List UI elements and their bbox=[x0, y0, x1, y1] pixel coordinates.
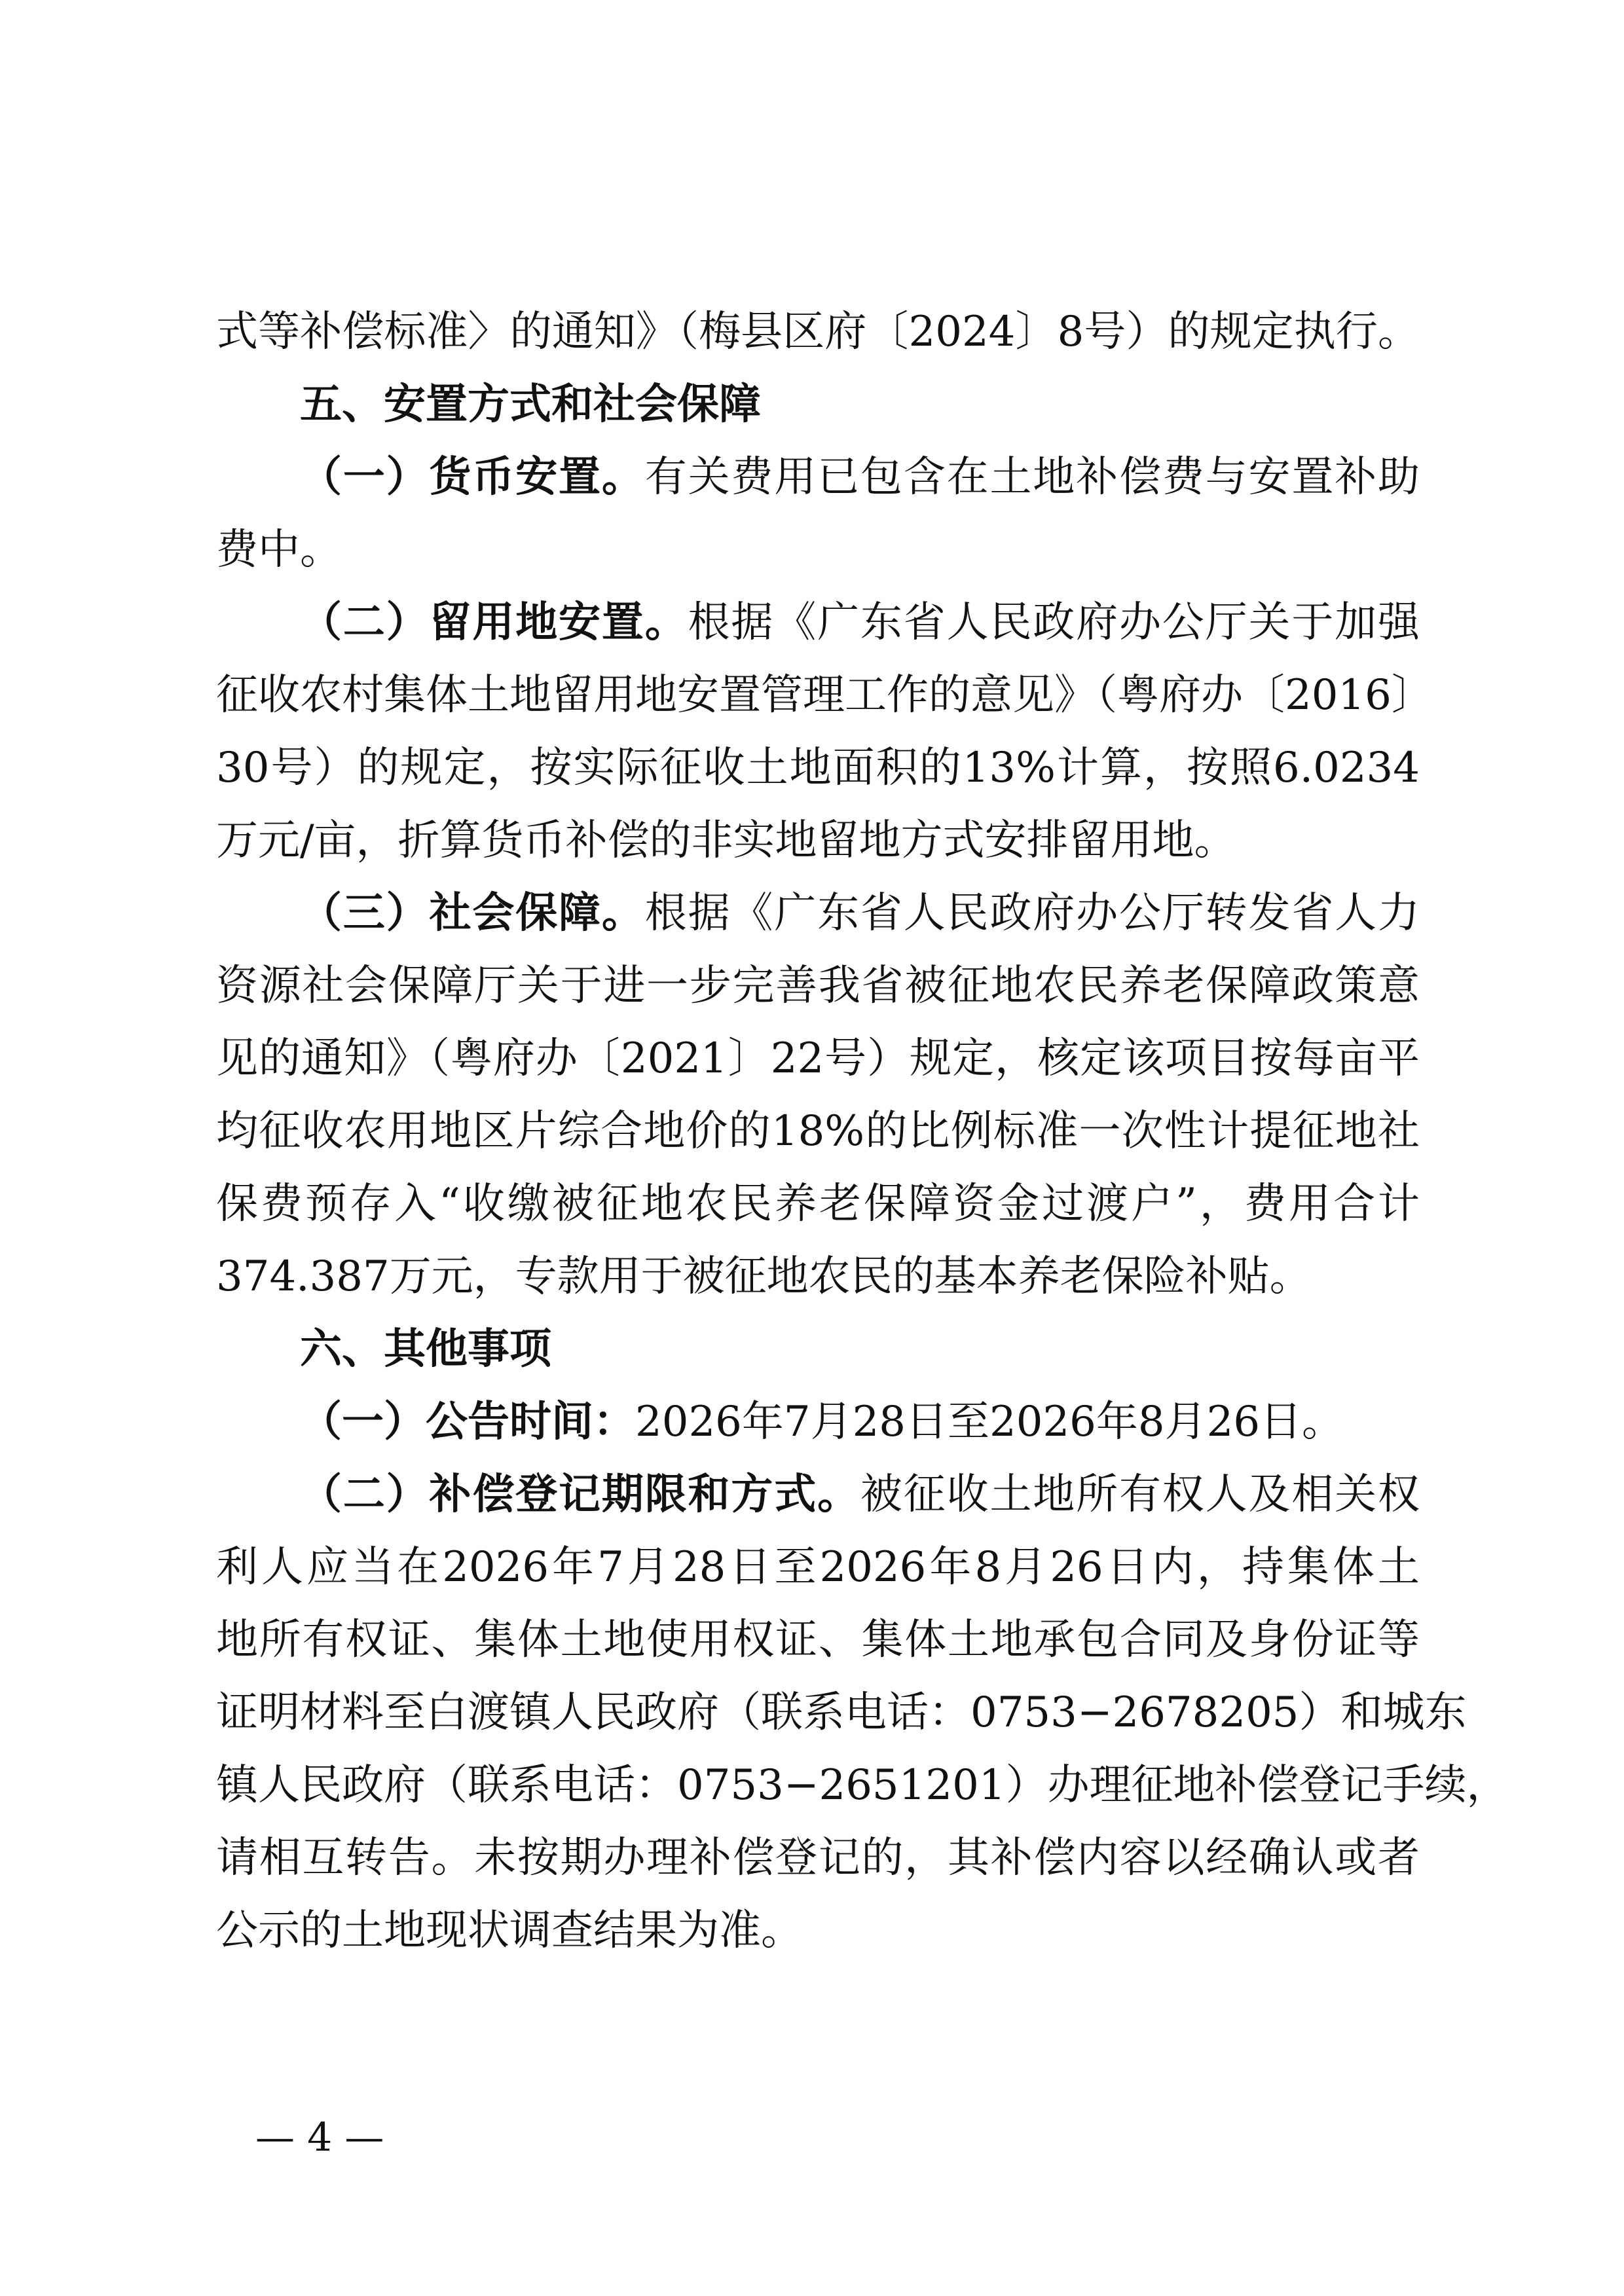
text-line bbox=[216, 1023, 1420, 1095]
text-line bbox=[216, 296, 1420, 369]
paragraph-text: 被征收土地所有权人及相关权 bbox=[860, 1470, 1420, 1519]
text-line bbox=[216, 1531, 1420, 1604]
section-heading-5 bbox=[216, 369, 1420, 441]
text-line bbox=[216, 1386, 1420, 1459]
paragraph-text: 证明材料至白渡镇人民政府（联系电话：0753−2678205）和城东 bbox=[216, 1688, 1467, 1737]
paragraph-text: 式等补偿标准〉的通知》（梅县区府〔2024〕8号）的规定执行。 bbox=[216, 308, 1420, 356]
text-line bbox=[216, 732, 1420, 805]
paragraph-text: 见的通知》（粤府办〔2021〕22号）规定，核定该项目按每亩平 bbox=[216, 1034, 1420, 1083]
paragraph-text: 保费预存入“收缴被征地农民养老保障资金过渡户”，费用合计 bbox=[216, 1180, 1420, 1228]
text-line bbox=[216, 950, 1420, 1023]
text-line bbox=[216, 1749, 1509, 1822]
paragraph-text: 有关费用已包含在土地补偿费与安置补助 bbox=[644, 453, 1420, 501]
text-line bbox=[216, 1459, 1420, 1531]
paragraph-text: 征收农村集体土地留用地安置管理工作的意见》（粤府办〔2016〕 bbox=[216, 671, 1433, 720]
paragraph-text: 资源社会保障厅关于进一步完善我省被征地农民养老保障政策意 bbox=[216, 962, 1420, 1010]
subheading-text: （一）货币安置。 bbox=[300, 453, 645, 501]
paragraph-text: 根据《广东省人民政府办公厅关于加强 bbox=[688, 598, 1420, 647]
text-line bbox=[216, 587, 1420, 659]
text-line bbox=[216, 1604, 1420, 1677]
text-line bbox=[216, 805, 1420, 877]
text-line bbox=[216, 1822, 1420, 1895]
text-line bbox=[216, 1241, 1420, 1313]
text-line bbox=[216, 1677, 1467, 1749]
paragraph-text: 2026年7月28日至2026年8月26日。 bbox=[635, 1398, 1344, 1446]
subheading-text: （一）公告时间： bbox=[300, 1398, 635, 1446]
page-number: — 4 — bbox=[255, 2115, 384, 2160]
subheading-text: （二）补偿登记期限和方式。 bbox=[300, 1470, 860, 1519]
text-line bbox=[216, 441, 1420, 514]
section-heading-6 bbox=[216, 1313, 1420, 1386]
text-line bbox=[216, 877, 1420, 950]
paragraph-text: 万元/亩，折算货币补偿的非实地留地方式安排留用地。 bbox=[216, 816, 1236, 865]
subheading-text: （三）社会保障。 bbox=[300, 889, 645, 938]
paragraph-text: 30号）的规定，按实际征收土地面积的13%计算，按照6.0234 bbox=[216, 744, 1420, 792]
paragraph-text: 地所有权证、集体土地使用权证、集体土地承包合同及身份证等 bbox=[216, 1616, 1420, 1664]
subheading-text: （二）留用地安置。 bbox=[300, 598, 688, 647]
text-line bbox=[216, 514, 1420, 587]
text-line bbox=[216, 1895, 1420, 1967]
paragraph-text: 374.387万元，专款用于被征地农民的基本养老保险补贴。 bbox=[216, 1252, 1312, 1301]
paragraph-text: 请相互转告。未按期办理补偿登记的，其补偿内容以经确认或者 bbox=[216, 1834, 1420, 1882]
text-line bbox=[216, 1168, 1420, 1241]
document-body bbox=[216, 296, 1509, 1967]
text-line bbox=[216, 659, 1433, 732]
paragraph-text: 镇人民政府（联系电话：0753−2651201）办理征地补偿登记手续， bbox=[216, 1761, 1509, 1810]
paragraph-text: 公示的土地现状调查结果为准。 bbox=[216, 1906, 803, 1955]
section-heading-text: 五、安置方式和社会保障 bbox=[300, 380, 761, 429]
paragraph-text: 根据《广东省人民政府办公厅转发省人力 bbox=[644, 889, 1420, 938]
section-heading-text: 六、其他事项 bbox=[300, 1325, 551, 1374]
paragraph-text: 均征收农用地区片综合地价的18%的比例标准一次性计提征地社 bbox=[216, 1107, 1420, 1156]
paragraph-text: 费中。 bbox=[216, 526, 342, 574]
text-line bbox=[216, 1095, 1420, 1168]
paragraph-text: 利人应当在2026年7月28日至2026年8月26日内，持集体土 bbox=[216, 1543, 1420, 1592]
